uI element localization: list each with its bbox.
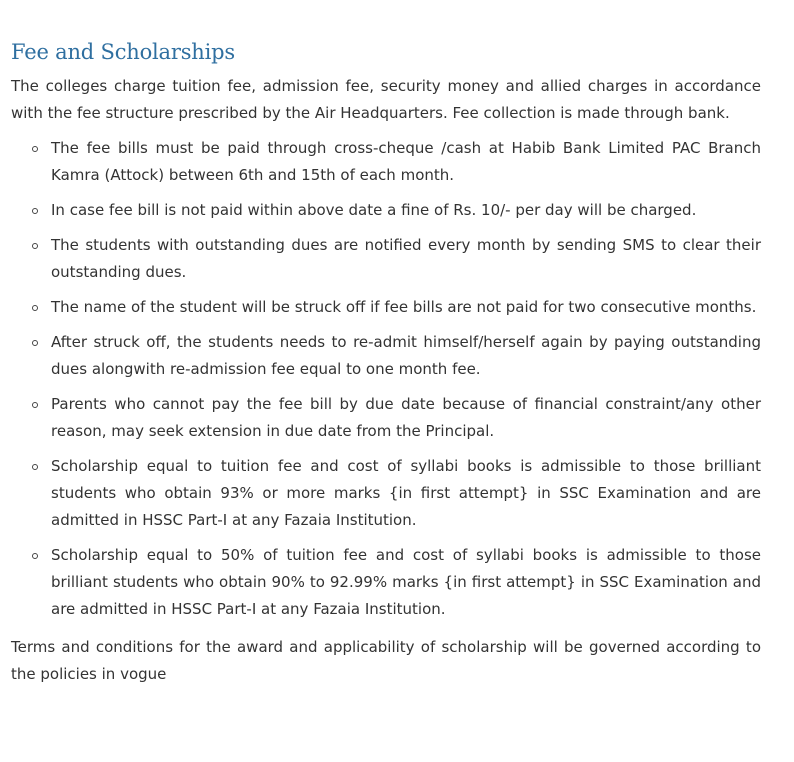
- fee-rules-list: [11, 135, 761, 623]
- list-item: In case fee bill is not paid within above date a fine of Rs. 10/- per day will be charged.: [51, 197, 761, 224]
- list-item: After struck off, the students needs to re-admit himself/herself again by paying outstanding dues alongwith re-admission fee equal to one month fee.: [51, 329, 761, 383]
- fee-scholarships-section: [11, 38, 761, 688]
- intro-paragraph: The colleges charge tuition fee, admission fee, security money and allied charges in accordance with the fee structure prescribed by the Air Headquarters. Fee collection is made through bank.: [11, 77, 761, 122]
- list-item: Scholarship equal to tuition fee and cost of syllabi books is admissible to those brilliant students who obtain 93% or more marks {in first attempt} in SSC Examination and are admitted in HSSC Part-I at any Fazaia Institution.: [51, 453, 761, 534]
- closing-paragraph: Terms and conditions for the award and applicability of scholarship will be governed according to the policies in vogue: [11, 638, 761, 683]
- section-title: Fee and Scholarships: [11, 40, 235, 64]
- list-item: The name of the student will be struck off if fee bills are not paid for two consecutive months.: [51, 294, 761, 321]
- list-item: Scholarship equal to 50% of tuition fee and cost of syllabi books is admissible to those brilliant students who obtain 90% to 92.99% marks {in first attempt} in SSC Examination and are admitted in HSSC Part-I at any Fazaia Institution.: [51, 542, 761, 623]
- list-item: The fee bills must be paid through cross-cheque /cash at Habib Bank Limited PAC Branch Kamra (Attock) between 6th and 15th of each month.: [51, 135, 761, 189]
- list-item: Parents who cannot pay the fee bill by due date because of financial constraint/any other reason, may seek extension in due date from the Principal.: [51, 391, 761, 445]
- list-item: The students with outstanding dues are notified every month by sending SMS to clear their outstanding dues.: [51, 232, 761, 286]
